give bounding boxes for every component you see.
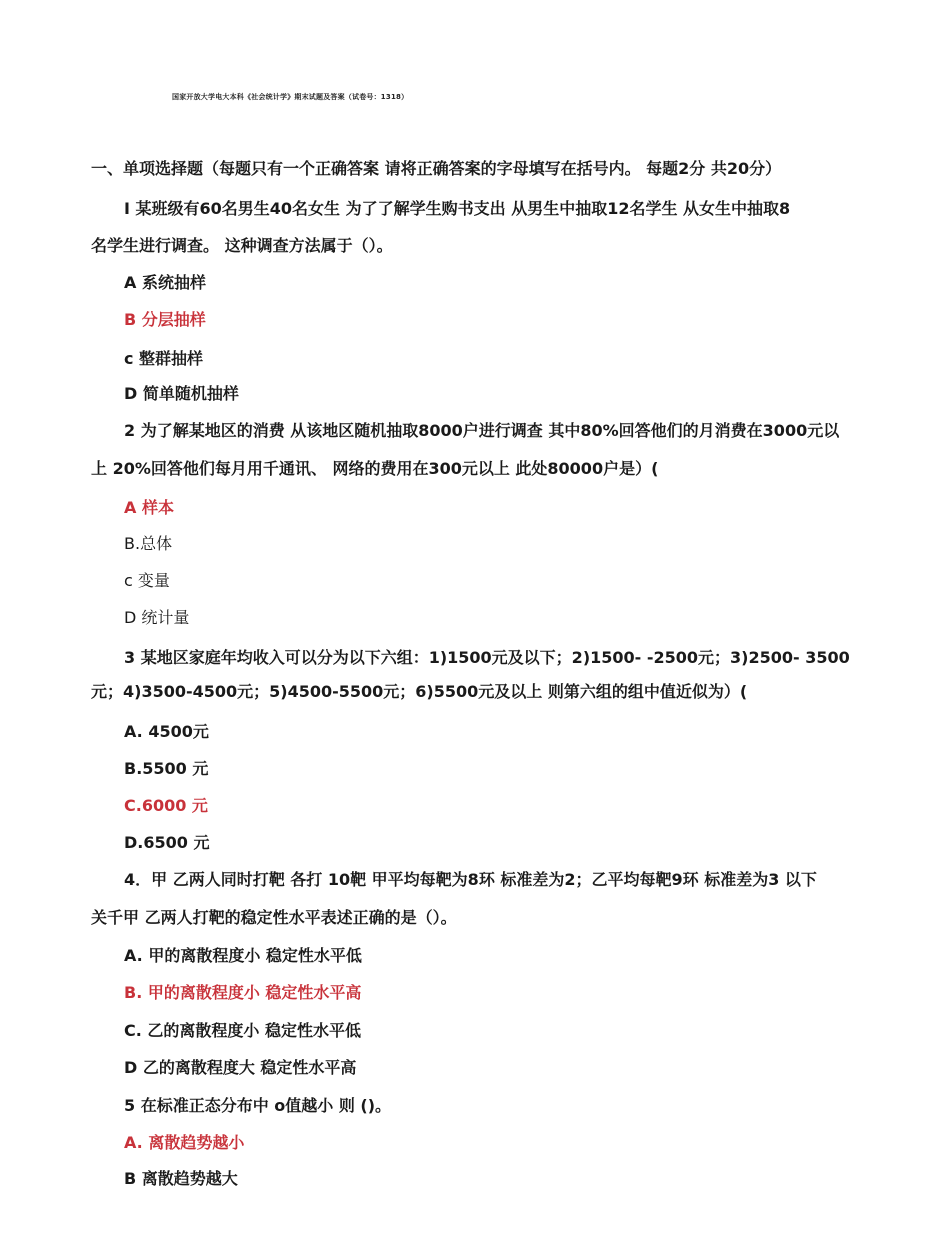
question-5-stem-line1: 5 在标准正态分布中 o值越小 则 ()。 — [124, 1096, 392, 1115]
question-5-option-b: B 离散趋势越大 — [124, 1169, 238, 1188]
question-1-option-c: c 整群抽样 — [124, 349, 204, 368]
question-3-stem-line2: 元；4)3500-4500元；5)4500-5500元；6)5500元及以上 则第六组的组中值近似为）( — [91, 682, 748, 701]
document-title: 国家开放大学电大本科《社会统计学》期末试题及答案（试卷号：1318） — [172, 93, 409, 101]
question-3-option-a: A. 4500元 — [124, 722, 209, 741]
question-3-stem-line1: 3 某地区家庭年均收入可以分为以下六组：1)1500元及以下；2)1500- -2500元；3)2500- 3500 — [124, 648, 850, 667]
question-2-option-a-correct: A 样本 — [124, 498, 174, 517]
question-4-option-a: A. 甲的离散程度小 稳定性水平低 — [124, 946, 362, 965]
question-1-option-d: D 简单随机抽样 — [124, 384, 239, 403]
question-2-option-b: B.总体 — [124, 534, 173, 553]
question-1-stem-line1: I 某班级有60名男生40名女生 为了了解学生购书支出 从男生中抽取12名学生 从女生中抽取8 — [124, 199, 791, 218]
question-1-option-a: A 系统抽样 — [124, 273, 206, 292]
question-4-option-c: C. 乙的离散程度小 稳定性水平低 — [124, 1021, 361, 1040]
question-3-option-b: B.5500 元 — [124, 759, 209, 778]
question-4-stem-line1: 4．甲 乙两人同时打靶 各打 10靶 甲平均每靶为8环 标准差为2；乙平均每靶9环 标准差为3 以下 — [124, 870, 817, 889]
question-3-option-c-correct: C.6000 元 — [124, 796, 208, 815]
question-4-option-b-correct: B. 甲的离散程度小 稳定性水平高 — [124, 983, 362, 1002]
section-heading: 一、单项选择题（每题只有一个正确答案 请将正确答案的字母填写在括号内。 每题2分 共20分） — [91, 159, 782, 178]
question-2-option-c: c 变量 — [124, 571, 170, 590]
question-2-stem-line2: 上 20%回答他们每月用千通讯、 网络的费用在300元以上 此处80000户是）( — [91, 459, 659, 478]
question-3-option-d: D.6500 元 — [124, 833, 210, 852]
question-1-stem-line2: 名学生进行调查。 这种调查方法属于（）。 — [91, 236, 393, 255]
question-4-stem-line2: 关千甲 乙两人打靶的稳定性水平表述正确的是（）。 — [91, 908, 457, 927]
question-2-option-d: D 统计量 — [124, 608, 190, 627]
question-5-option-a-correct: A. 离散趋势越小 — [124, 1133, 245, 1152]
question-2-stem-line1: 2 为了解某地区的消费 从该地区随机抽取8000户进行调查 其中80%回答他们的月消费在3000元以 — [124, 421, 840, 440]
question-4-option-d: D 乙的离散程度大 稳定性水平高 — [124, 1058, 357, 1077]
question-1-option-b-correct: B 分层抽样 — [124, 310, 206, 329]
